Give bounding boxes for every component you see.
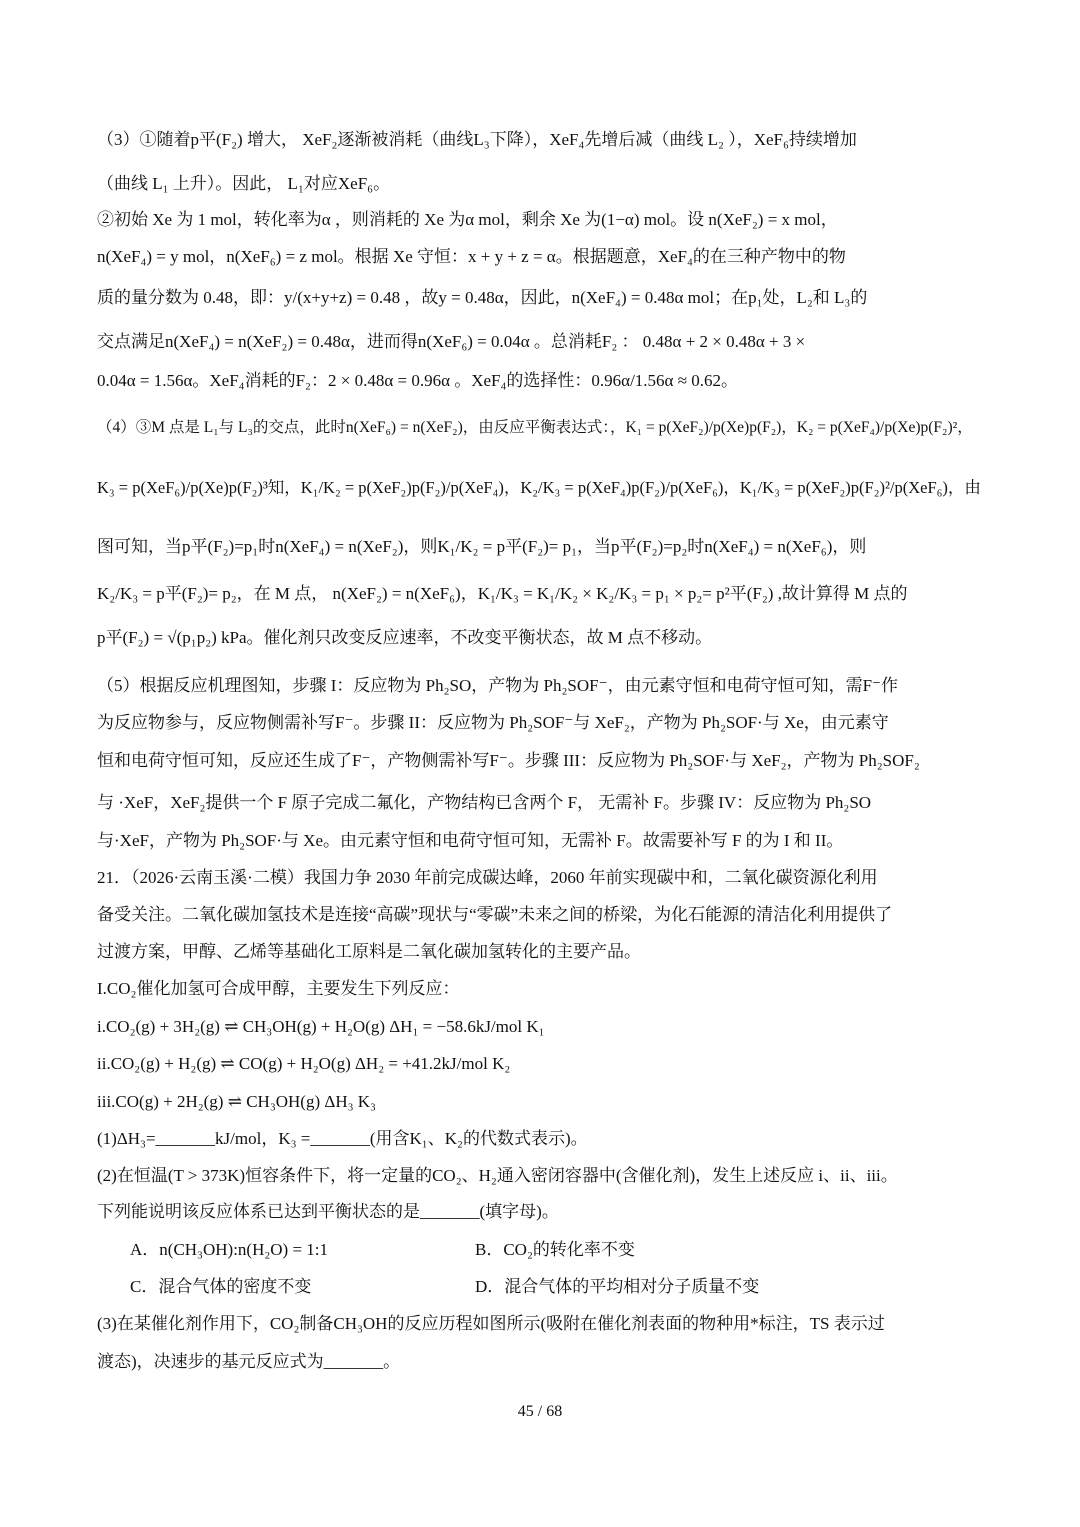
text-line: iii.CO(g) + 2H₂(g) ⇌ CH₃OH(g) ΔH₃ K₃ (97, 1092, 376, 1111)
text-line: K₂/K₃ = p平(F₂)= p₂，在 M 点， n(XeF₂) = n(XeF₆)，K₁/K₃ = K₁/K₂ × K₂/K₃ = p₁ × p₂= p²平(F₂) ,故计算得 M 点的 (97, 584, 908, 603)
option-c: C．混合气体的密度不变 (130, 1277, 312, 1296)
text-line: 21．（2026·云南玉溪·二模）我国力争 2030 年前完成碳达峰，2060 年前实现碳中和，二氧化碳资源化利用 (97, 868, 878, 887)
text-line: 恒和电荷守恒可知，反应还生成了F⁻，产物侧需补写F⁻。步骤 III：反应物为 Ph₂SOF·与 XeF₂，产物为 Ph₂SOF₂ (97, 751, 920, 770)
text-line: （4）③M 点是 L₁与 L₃的交点，此时n(XeF₆) = n(XeF₂)，由反应平衡表达式：，K₁ = p(XeF₂)/p(Xe)p(F₂)，K₂ = p(XeF₄)/p(Xe)p(F₂)²， (97, 419, 973, 436)
text-line: （5）根据反应机理图知，步骤 I：反应物为 Ph₂SO，产物为 Ph₂SOF⁻，由元素守恒和电荷守恒可知，需F⁻作 (97, 676, 898, 695)
text-line: p平(F₂) = √(p₁p₂) kPa。催化剂只改变反应速率，不改变平衡状态，故 M 点不移动。 (97, 628, 713, 647)
text-line: 图可知，当p平(F₂)=p₁时n(XeF₄) = n(XeF₂)，则K₁/K₂ = p平(F₂)= p₁，当p平(F₂)=p₂时n(XeF₄) = n(XeF₆)，则 (97, 537, 867, 556)
page-number: 45 / 68 (517, 1403, 563, 1420)
text-line: i.CO₂(g) + 3H₂(g) ⇌ CH₃OH(g) + H₂O(g) ΔH₁ = −58.6kJ/mol K₁ (97, 1017, 545, 1036)
text-line: (1)ΔH₃=_______kJ/mol，K₃ =_______(用含K₁、K₂的代数式表示)。 (97, 1129, 588, 1148)
text-line: 渡态)，决速步的基元反应式为_______。 (97, 1352, 401, 1371)
option-a: A．n(CH₃OH):n(H₂O) = 1:1 (130, 1240, 329, 1259)
text-line: K₃ = p(XeF₆)/p(Xe)p(F₂)³知，K₁/K₂ = p(XeF₂)p(F₂)/p(XeF₄)，K₂/K₃ = p(XeF₄)p(F₂)/p(XeF₆)，K₁/K₃ = p(XeF₂)p(F₂)²/p(XeF₆)，由 (97, 478, 981, 497)
text-line: I.CO₂催化加氢可合成甲醇，主要发生下列反应： (97, 979, 460, 998)
text-line: n(XeF₄) = y mol，n(XeF₆) = z mol。根据 Xe 守恒：x + y + z = α。根据题意，XeF₄的在三种产物中的物 (97, 247, 846, 266)
text-line: 备受关注。二氧化碳加氢技术是连接“高碳”现状与“零碳”未来之间的桥梁，为化石能源的清洁化利用提供了 (97, 905, 893, 924)
text-line: 下列能说明该反应体系已达到平衡状态的是_______(填字母)。 (97, 1202, 559, 1221)
text-line: （曲线 L₁ 上升）。因此， L₁对应XeF₆。 (97, 174, 391, 193)
text-line: (3)在某催化剂作用下，CO₂制备CH₃OH的反应历程如图所示(吸附在催化剂表面的物种用*标注，TS 表示过 (97, 1314, 885, 1333)
text-line: 为反应物参与，反应物侧需补写F⁻。步骤 II：反应物为 Ph₂SOF⁻与 XeF₂，产物为 Ph₂SOF·与 Xe，由元素守 (97, 713, 889, 732)
text-line: 与·XeF，产物为 Ph₂SOF·与 Xe。由元素守恒和电荷守恒可知，无需补 F。故需要补写 F 的为 I 和 II。 (97, 831, 844, 850)
text-line: ②初始 Xe 为 1 mol，转化率为α ，则消耗的 Xe 为α mol，剩余 Xe 为(1−α) mol。设 n(XeF₂) = x mol， (97, 210, 838, 229)
text-line: (2)在恒温(T > 373K)恒容条件下，将一定量的CO₂、H₂通入密闭容器中(含催化剂)，发生上述反应 i、ii、iii。 (97, 1166, 898, 1185)
text-line: 与 ·XeF，XeF₂提供一个 F 原子完成二氟化，产物结构已含两个 F， 无需补 F。步骤 IV：反应物为 Ph₂SO (97, 793, 872, 812)
text-line: 过渡方案，甲醇、乙烯等基础化工原料是二氧化碳加氢转化的主要产品。 (97, 942, 641, 961)
option-b: B．CO₂的转化率不变 (475, 1240, 635, 1259)
option-d: D．混合气体的平均相对分子质量不变 (475, 1277, 760, 1296)
text-line: 交点满足n(XeF₄) = n(XeF₂) = 0.48α，进而得n(XeF₆) = 0.04α 。总消耗F₂ ： 0.48α + 2 × 0.48α + 3 × (97, 332, 806, 351)
text-line: 0.04α = 1.56α。XeF₄消耗的F₂：2 × 0.48α = 0.96α 。XeF₄的选择性：0.96α/1.56α ≈ 0.62。 (97, 371, 739, 390)
text-line: （3）①随着p平(F₂) 增大， XeF₂逐渐被消耗（曲线L₃下降），XeF₄先增后减（曲线 L₂ ），XeF₆持续增加 (97, 130, 857, 149)
text-line: ii.CO₂(g) + H₂(g) ⇌ CO(g) + H₂O(g) ΔH₂ = +41.2kJ/mol K₂ (97, 1054, 511, 1073)
text-line: 质的量分数为 0.48，即：y/(x+y+z) = 0.48 ，故y = 0.48α，因此，n(XeF₄) = 0.48α mol；在p₁处，L₂和 L₃的 (97, 288, 868, 307)
